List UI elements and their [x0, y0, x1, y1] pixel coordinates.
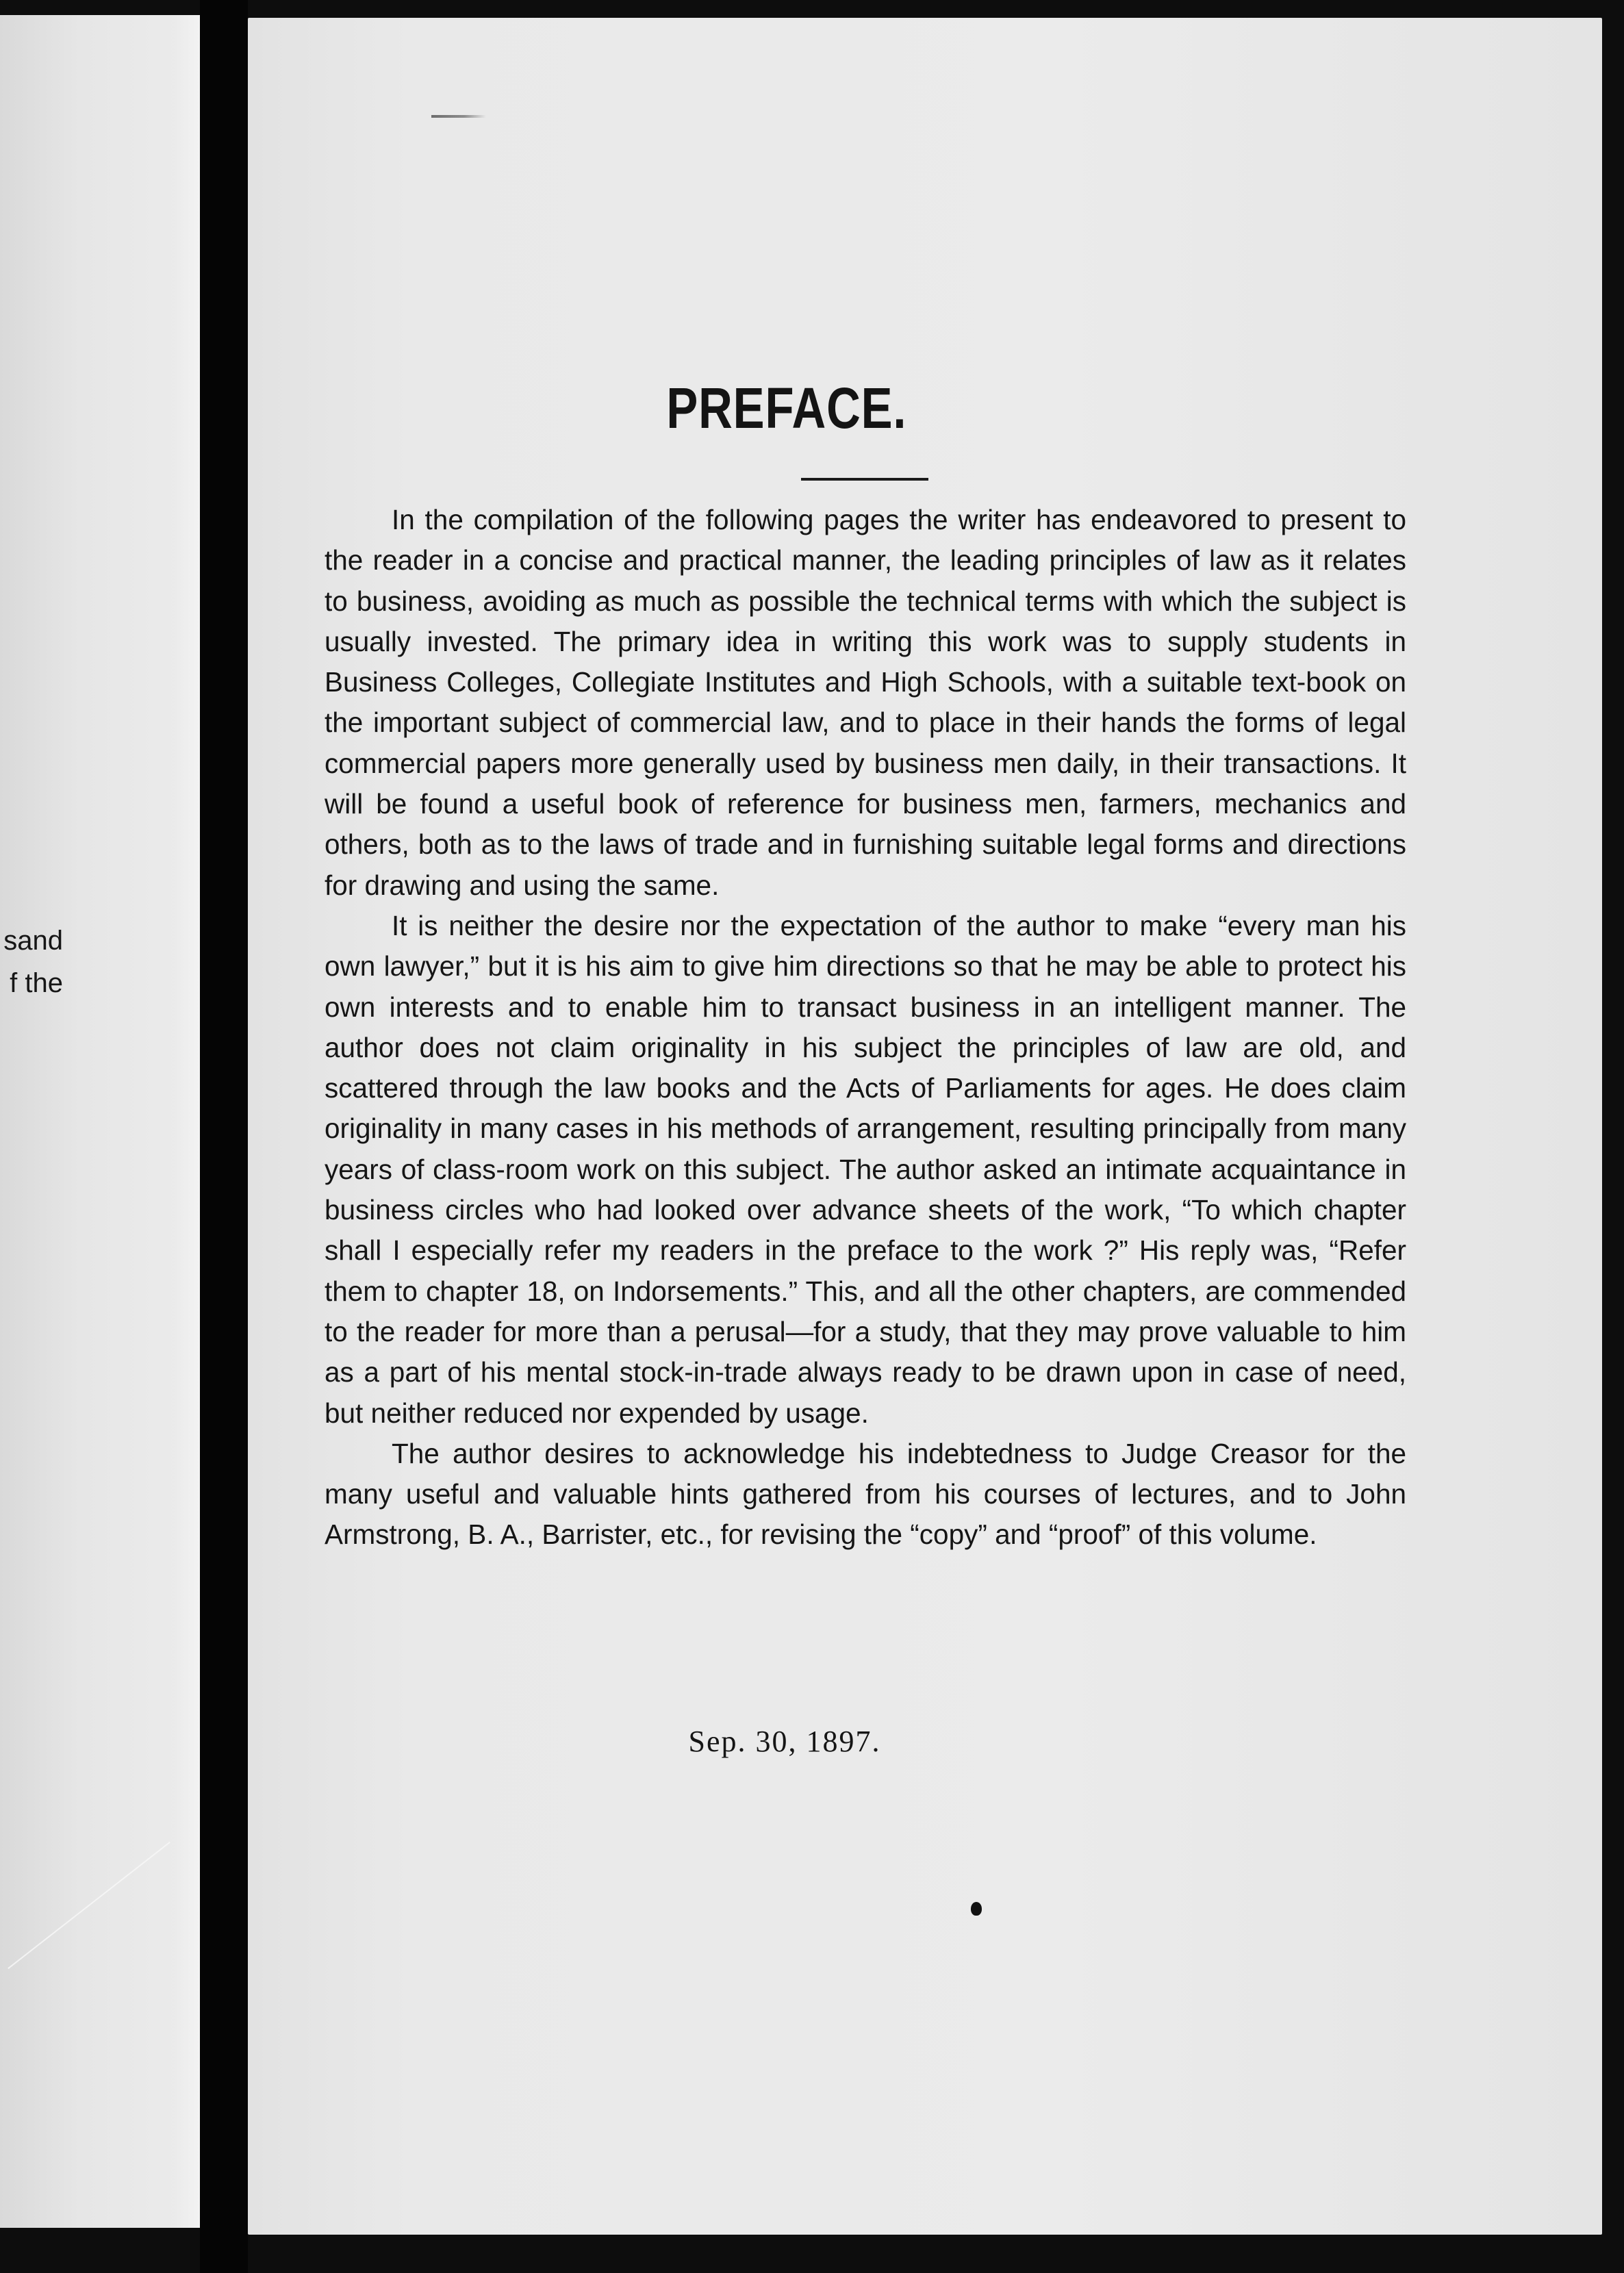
- preface-date: Sep. 30, 1897.: [688, 1725, 881, 1758]
- page-title: PREFACE.: [666, 376, 907, 440]
- page-edge-shading: [175, 15, 200, 2228]
- paper-scratch-mark: [8, 1842, 170, 1969]
- preface-body: [325, 500, 1406, 1555]
- title-divider: [801, 478, 928, 481]
- preface-page: [248, 18, 1602, 2235]
- previous-page-text-line: f the: [10, 968, 63, 998]
- preface-paragraph: In the compilation of the following pages the writer has endeavored to present to the reader in a concise and practical manner, the leading principles of law as it relates to business, avoiding as much as possible the technical terms with which the subject is usually invested. The primary idea in writing this work was to supply students in Business Colleges, Collegiate Institutes and High Schools, with a suitable text-book on the important subject of commercial law, and to place in their hands the forms of legal commercial papers more generally used by business men daily, in their transactions. It will be found a useful book of reference for business men, farmers, mechanics and others, both as to the laws of trade and in furnishing suitable legal forms and directions for drawing and using the same.: [325, 504, 1406, 901]
- book-binding-gutter: [200, 0, 248, 2273]
- preface-paragraph: It is neither the desire nor the expectation of the author to make “every man his own lawyer,” but it is his aim to give him directions so that he may be able to protect his own interests and to enable him to transact business in an intelligent manner. The author does not claim originality in his subject the principles of law are old, and scattered through the law books and the Acts of Parliaments for ages. He does claim originality in many cases in his methods of arrangement, resulting principally from many years of class-room work on this subject. The author asked an intimate acquaintance in business circles who had looked over advance sheets of the work, “To which chapter shall I especially refer my readers in the preface to the work ?” His reply was, “Refer them to chapter 18, on Indorsements.” This, and all the other chapters, are commended to the reader for more than a perusal—for a study, that they may prove valuable to him as a part of his mental stock-in-trade always ready to be drawn upon in case of need, but neither reduced nor expended by usage.: [325, 909, 1406, 1429]
- previous-page-text-line: sand: [3, 926, 63, 956]
- preface-paragraph: The author desires to acknowledge his indebtedness to Judge Creasor for the many useful and valuable hints gathered from his courses of lectures, and to John Armstrong, B. A., Barrister, etc., for revising the “copy” and “proof” of this volume.: [325, 1437, 1406, 1551]
- previous-page-fragment: [0, 15, 200, 2228]
- print-mark: [431, 115, 486, 118]
- ink-spot: [971, 1902, 982, 1916]
